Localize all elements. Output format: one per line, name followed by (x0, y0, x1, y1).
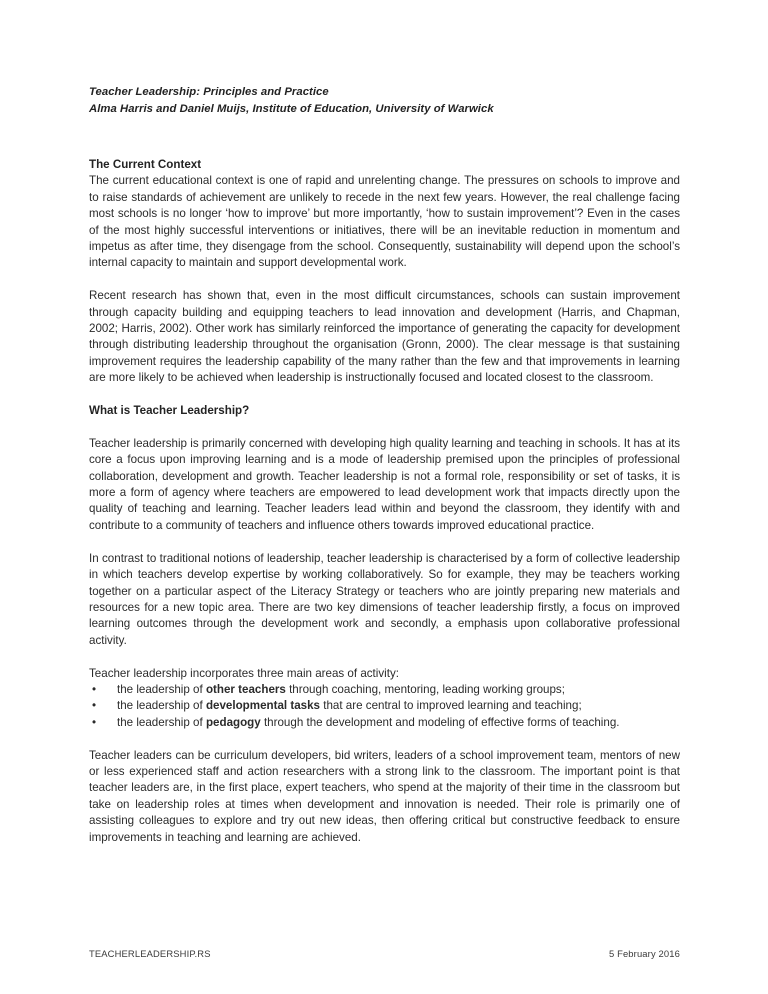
list-item-tail: that are central to improved learning and teaching; (320, 699, 582, 713)
document-title: Teacher Leadership: Principles and Practice (89, 86, 329, 98)
paragraph-teacher-leadership-1: Teacher leadership is primarily concerned with developing high quality learning and teaching in schools. It has at its core a focus upon improving learning and is a mode of leadership premised upon the principles of professional collaboration, development and growth. Teacher leadership is not a formal role, responsibility or set of tasks, it is more a form of agency where teachers are empowered to lead development work that impacts directly upon the quality of teaching and learning. Teacher leaders lead within and beyond the classroom, they identify with and contribute to a community of teachers and influence others towards improved educational practice. (89, 436, 680, 532)
list-item-emphasis: developmental tasks (205, 699, 321, 713)
list-item-lead: the leadership of (117, 699, 206, 713)
document-authors: Alma Harris and Daniel Muijs, Institute of Education, University of Warwick (89, 102, 494, 115)
list-item-emphasis: other teachers (205, 682, 286, 696)
section-heading-what-is-teacher-leadership: What is Teacher Leadership? (89, 404, 250, 418)
document-header (89, 84, 680, 117)
list-item-tail: through the development and modeling of effective forms of teaching. (260, 715, 620, 729)
activity-areas-list (89, 682, 680, 731)
bullet-icon: • (92, 682, 97, 696)
list-intro-text: Teacher leadership incorporates three main areas of activity: (89, 666, 399, 680)
list-item (89, 698, 680, 714)
list-item (89, 682, 680, 698)
footer-date: 5 February 2016 (608, 948, 680, 959)
page-footer (89, 947, 680, 960)
list-item-lead: the leadership of (117, 715, 206, 729)
document-content (89, 84, 680, 846)
paragraph-current-context-1: The current educational context is one of rapid and unrelenting change. The pressures on schools to improve and to raise standards of achievement are unlikely to recede in the next few years. However, the real challenge facing most schools is no longer ‘how to improve’ but more importantly, ‘how to sustain improvement’? Even in the cases of the most highly successful interventions or initiatives, there will be an inevitable reduction in momentum and impetus as after time, they disengage from the school. Consequently, sustainability will depend upon the school’s internal capacity to maintain and support developmental work. (89, 174, 680, 270)
list-item (89, 715, 680, 731)
footer-site-name: TEACHERLEADERSHIP.RS (89, 948, 211, 959)
paragraph-current-context-2: Recent research has shown that, even in the most difficult circumstances, schools can sustain improvement through capacity building and equipping teachers to lead innovation and development (Harris, and Chapman, 2002; Harris, 2002). Other work has similarly reinforced the importance of generating the capacity for development through distributing leadership throughout the organisation (Gronn, 2000). The clear message is that sustaining improvement requires the leadership capability of the many rather than the few and that improvements in learning are more likely to be achieved when leadership is instructionally focused and located closest to the classroom. (89, 289, 680, 385)
list-item-lead: the leadership of (117, 682, 206, 696)
section-heading-current-context: The Current Context (89, 158, 202, 171)
paragraph-teacher-leaders-roles: Teacher leaders can be curriculum developers, bid writers, leaders of a school improvement team, mentors of new or less experienced staff and action researchers with a strong link to the classroom. The important point is that teacher leaders are, in the first place, expert teachers, who spend at the majority of their time in the classroom but take on leadership roles at times when development and innovation is needed. Their role is primarily one of assisting colleagues to explore and try out new ideas, then offering critical but constructive feedback to ensure improvements in teaching and learning are achieved. (89, 748, 680, 844)
bullet-icon: • (92, 699, 97, 713)
bullet-icon: • (92, 715, 97, 729)
list-item-emphasis: pedagogy (205, 715, 261, 729)
paragraph-teacher-leadership-2: In contrast to traditional notions of leadership, teacher leadership is characterised by a form of collective leadership in which teachers develop expertise by working collaboratively. So for example, they may be teachers working together on a particular aspect of the Literacy Strategy or teachers who are jointly preparing new materials and resources for a new topic area. There are two key dimensions of teacher leadership firstly, a focus on improved learning outcomes through the development work and secondly, a emphasis upon collaborative professional activity. (89, 551, 680, 647)
list-item-tail: through coaching, mentoring, leading working groups; (285, 682, 565, 696)
